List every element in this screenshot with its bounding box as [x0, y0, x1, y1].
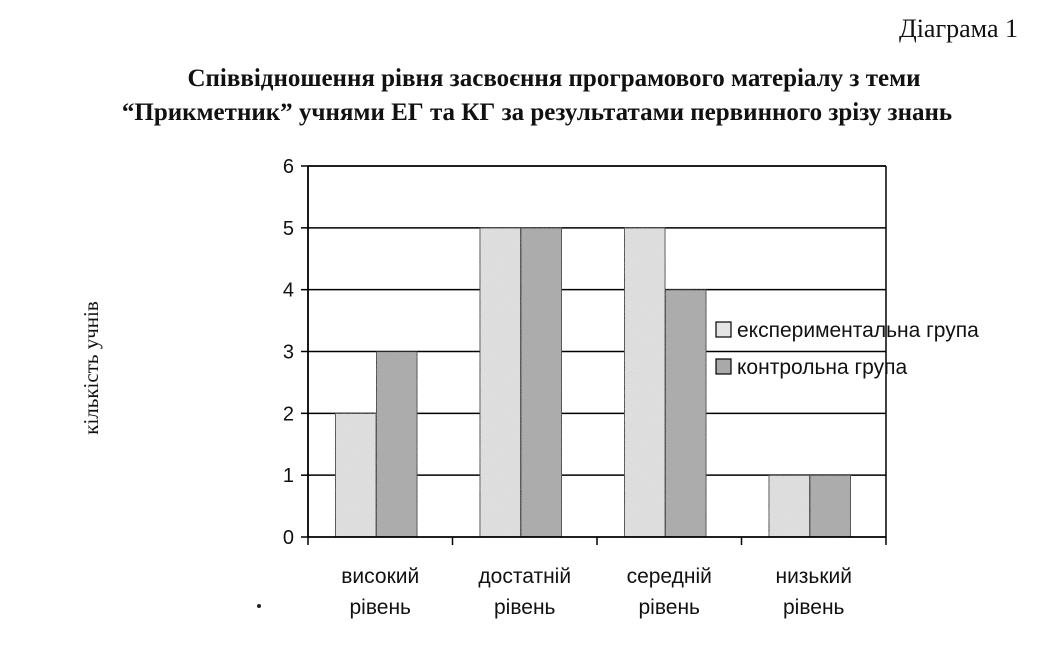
- bar-control-1: [521, 228, 562, 537]
- bar-experimental-2: [624, 228, 665, 537]
- chart-title-line-1: Співвідношення рівня засвоєння програмового матеріалу з теми: [187, 65, 921, 92]
- legend-label-control: контрольна група: [737, 356, 908, 379]
- y-tick-label: 2: [282, 403, 294, 426]
- x-category-label: рівень: [349, 596, 411, 619]
- x-category-label: низький: [775, 565, 853, 588]
- bar-control-3: [810, 475, 851, 537]
- y-tick-label: 5: [282, 217, 294, 240]
- x-category-label: рівень: [783, 596, 845, 619]
- legend-label-experimental: експериментальна група: [737, 319, 979, 342]
- chart-title-line-2: “Прикметник” учнями ЕГ та КГ за результатами первинного зрізу знань: [121, 99, 953, 126]
- diagram-number: Діаграма 1: [898, 14, 1018, 43]
- x-category-label: рівень: [638, 596, 700, 619]
- bars: [335, 228, 851, 537]
- x-category-label: достатній: [478, 565, 572, 588]
- y-tick-label: 4: [282, 279, 294, 302]
- bar-experimental-0: [335, 413, 376, 537]
- stray-dot: [257, 604, 261, 608]
- x-category-label: середній: [626, 565, 712, 588]
- x-category-label: рівень: [494, 596, 556, 619]
- y-tick-label: 1: [282, 465, 294, 488]
- bar-experimental-1: [480, 228, 521, 537]
- y-tick-label: 6: [282, 156, 294, 178]
- legend: [716, 319, 979, 379]
- bar-control-0: [376, 352, 417, 538]
- legend-swatch-control: [716, 359, 731, 374]
- axis-labels: [283, 156, 852, 619]
- y-axis-label: кількість учнів: [79, 301, 103, 435]
- y-tick-label: 3: [282, 341, 294, 364]
- x-category-label: високий: [341, 565, 420, 588]
- bar-control-2: [665, 290, 706, 537]
- y-tick-label: 0: [282, 527, 294, 549]
- legend-swatch-experimental: [716, 322, 731, 337]
- bar-experimental-3: [769, 475, 810, 537]
